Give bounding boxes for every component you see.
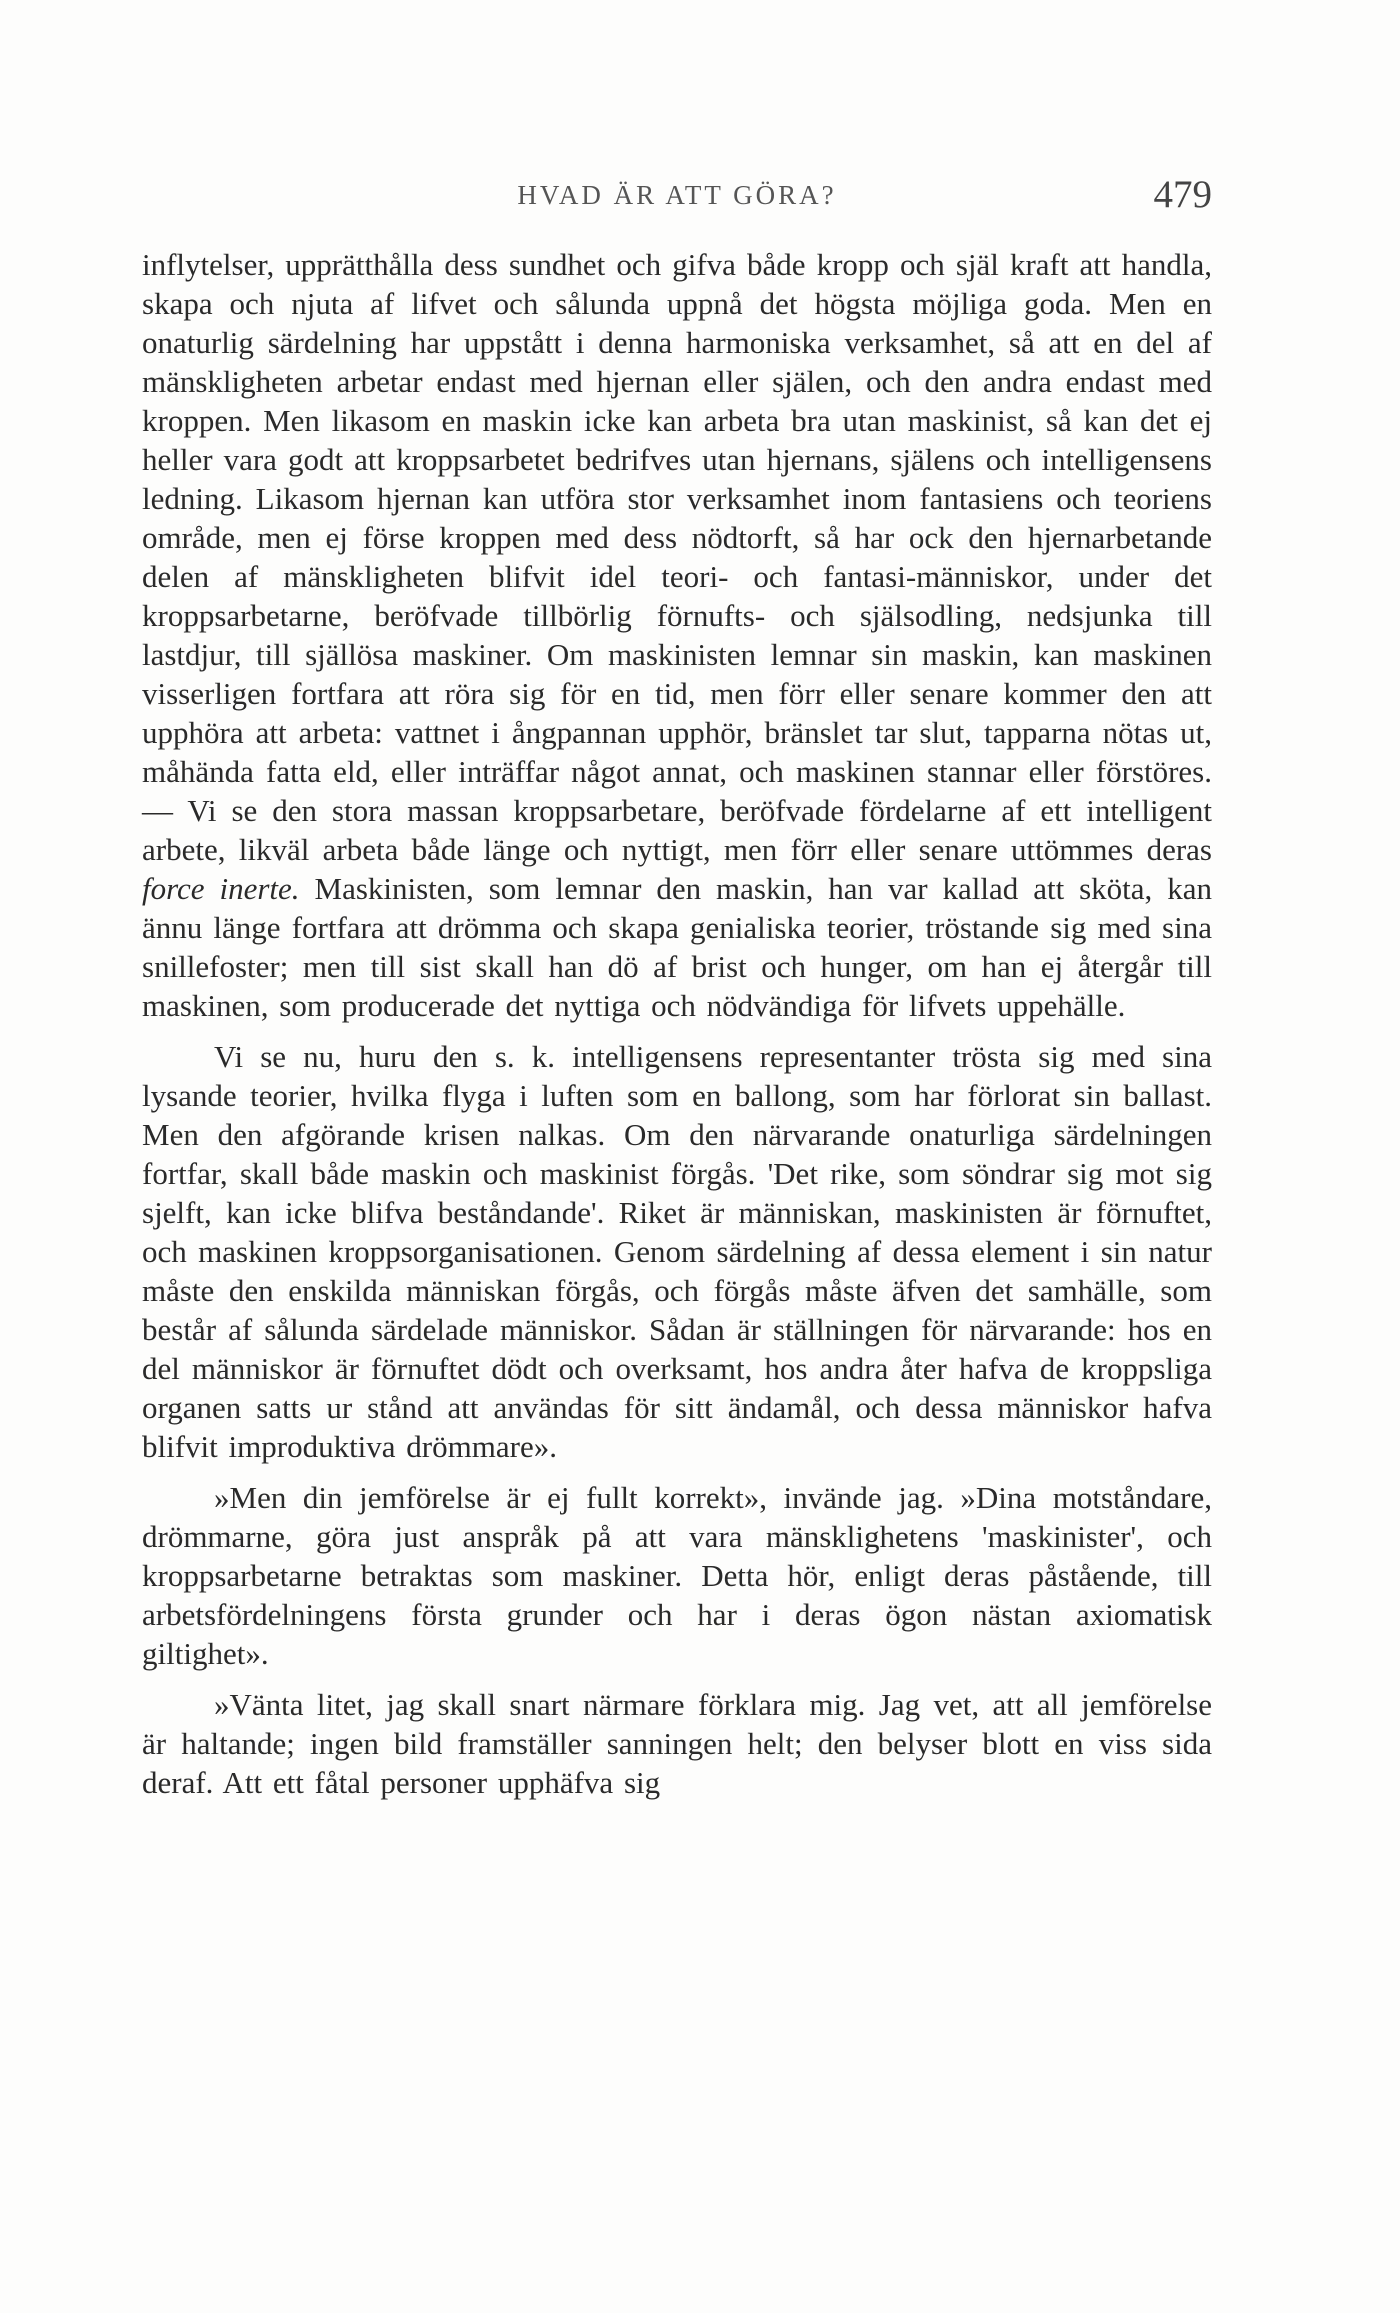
paragraph-4: »Vänta litet, jag skall snart närmare förklara mig. Jag vet, att all jemförelse är haltande; ingen bild framställer sanningen helt; den belyser blott en viss sida deraf. Att ett fåtal personer upphäfva sig bbox=[142, 1687, 1212, 1800]
paragraph-3: »Men din jemförelse är ej fullt korrekt», invände jag. »Dina motståndare, drömmarne, göra just anspråk på att vara mänsklighetens 'maskinister', och kroppsarbetarne betraktas som maskiner. Detta hör, enligt deras påstående, till arbetsfördelningens första grunder och har i deras ögon nästan axiomatisk giltighet». bbox=[142, 1480, 1212, 1671]
running-title: HVAD ÄR ATT GÖRA? bbox=[517, 180, 837, 210]
page-number: 479 bbox=[1153, 173, 1212, 216]
paragraph-1-part-2: Maskinisten, som lemnar den maskin, han var kallad att sköta, kan ännu länge fortfara att drömma och skapa genialiska teorier, tröstande sig med sina snillefoster; men till sist skall han dö af brist och hunger, om han ej återgår till maskinen, som producerade det nyttiga och nödvändiga för lifvets uppehälle. bbox=[142, 871, 1213, 1023]
paragraph-1-part-1: inflytelser, upprätthålla dess sundhet och gifva både kropp och själ kraft att handla, skapa och njuta af lifvet och sålunda uppnå det högsta möjliga goda. Men en onaturlig särdelning har uppstått i denna harmoniska verksamhet, så att en del af mänskligheten arbetar endast med hjernan eller själen, och den andra endast med kroppen. Men likasom en maskin icke kan arbeta bra utan maskinist, så kan det ej heller vara godt att kroppsarbetet bedrifves utan hjernans, själens och intelligensens ledning. Likasom hjernan kan utföra stor verksamhet inom fantasiens och teoriens område, men ej förse kroppen med dess nödtorft, så har ock den hjernarbetande delen af mänskligheten blifvit idel teori- och fantasi-människor, under det kroppsarbetarne, beröfvade tillbörlig förnufts- och själsodling, nedsjunka till lastdjur, till själlösa maskiner. Om maskinisten lemnar sin maskin, kan maskinen visserligen fortfara att röra sig för en tid, men förr eller senare kommer den att upphöra att arbeta: vattnet i ångpannan upphör, bränslet tar slut, tapparna nötas ut, måhända fatta eld, eller inträffar något annat, och maskinen stannar eller förstöres. — Vi se den stora massan kroppsarbetare, beröfvade fördelarne af ett intelligent arbete, likväl arbeta både länge och nyttigt, men förr eller senare uttömmes deras bbox=[142, 247, 1212, 867]
body-text bbox=[142, 245, 1212, 1814]
running-header bbox=[142, 172, 1212, 222]
paragraph-1 bbox=[142, 245, 1212, 1025]
paragraph-2: Vi se nu, huru den s. k. intelligensens representanter trösta sig med sina lysande teorier, hvilka flyga i luften som en ballong, som har förlorat sin ballast. Men den afgörande krisen nalkas. Om den närvarande onaturliga särdelningen fortfar, skall både maskin och maskinist förgås. 'Det rike, som söndrar sig mot sig sjelft, kan icke blifva beståndande'. Riket är människan, maskinisten är förnuftet, och maskinen kroppsorganisationen. Genom särdelning af dessa element i sin natur måste den enskilda människan förgås, och förgås måste äfven det samhälle, som består af sålunda särdelade människor. Sådan är ställningen för närvarande: hos en del människor är förnuftet dödt och overksamt, hos andra åter hafva de kroppsliga organen satts ur stånd att användas för sitt ändamål, och dessa människor hafva blifvit improduktiva drömmare». bbox=[142, 1039, 1212, 1464]
emphasis-force-inerte: force inerte. bbox=[142, 871, 300, 906]
